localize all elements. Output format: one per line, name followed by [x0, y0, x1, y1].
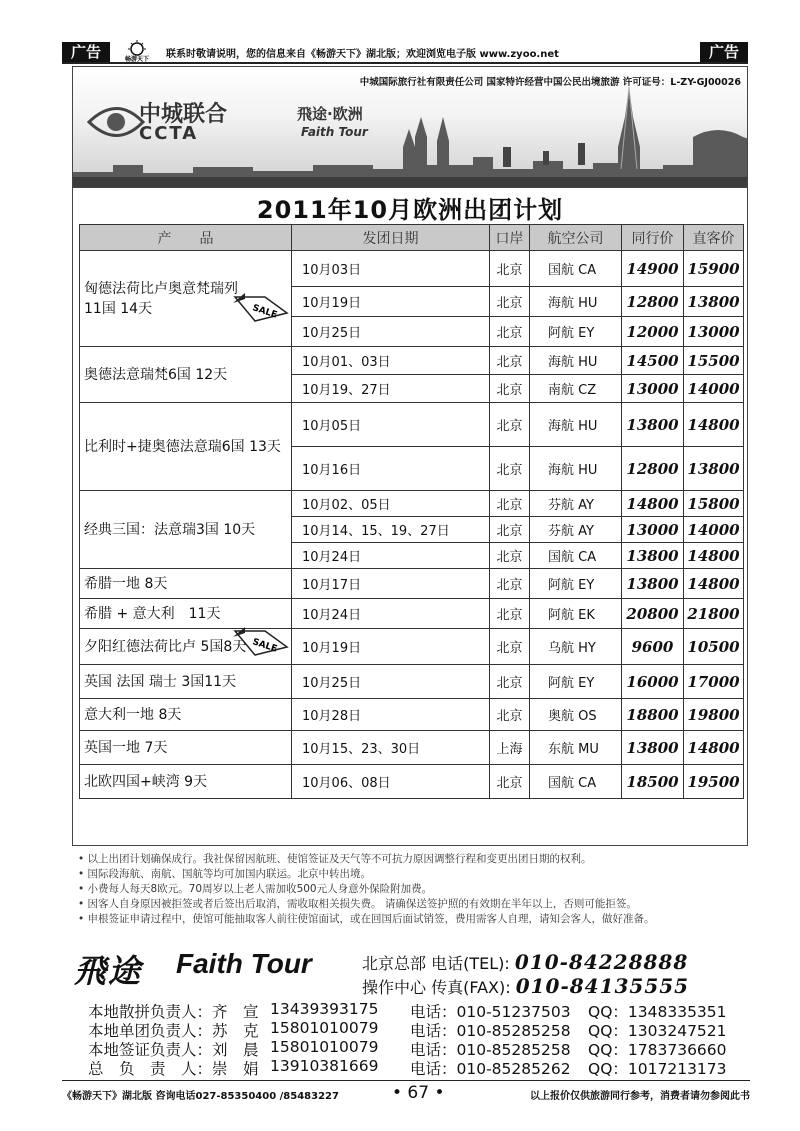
retail-price-cell: 19500 — [684, 765, 744, 799]
header-date: 发团日期 — [292, 225, 490, 251]
port-cell: 北京 — [490, 543, 530, 569]
retail-price-cell: 13000 — [684, 317, 744, 347]
date-cell: 10月01、03日 — [292, 347, 490, 375]
airline-cell: 国航 CA — [530, 765, 622, 799]
port-cell: 北京 — [490, 765, 530, 799]
header-port: 口岸 — [490, 225, 530, 251]
airline-cell: 海航 HU — [530, 347, 622, 375]
airline-cell: 乌航 HY — [530, 629, 622, 665]
table-row — [80, 569, 744, 599]
product-cell: 奥德法意瑞梵6国 12天 — [80, 347, 292, 403]
date-cell: 10月03日 — [292, 251, 490, 287]
ad-label-right: 广告 — [700, 42, 748, 62]
header-product: 产 品 — [80, 225, 292, 251]
schedule-panel — [72, 188, 748, 846]
airline-cell: 奥航 OS — [530, 699, 622, 731]
table-row — [80, 251, 744, 287]
retail-price-cell: 14800 — [684, 569, 744, 599]
port-cell: 北京 — [490, 375, 530, 403]
staff-role: 总 负 责 人：崇 娟 — [88, 1060, 259, 1078]
schedule-table — [79, 224, 744, 799]
port-cell: 北京 — [490, 517, 530, 543]
table-header-row — [80, 225, 744, 251]
port-cell: 北京 — [490, 317, 530, 347]
port-cell: 北京 — [490, 447, 530, 491]
staff-mobile: 15801010079 — [270, 1019, 379, 1037]
staff-qq: QQ：1017213173 — [588, 1060, 727, 1078]
airline-cell: 国航 CA — [530, 251, 622, 287]
staff-mobile: 15801010079 — [270, 1038, 379, 1056]
port-cell: 北京 — [490, 491, 530, 517]
date-cell: 10月24日 — [292, 543, 490, 569]
trade-price-cell: 12800 — [622, 447, 684, 491]
product-cell: 匈德法荷比卢奥意梵瑞列 11国 14天 — [80, 251, 292, 347]
ops-fax — [362, 974, 689, 998]
airline-cell: 芬航 AY — [530, 517, 622, 543]
date-cell: 10月25日 — [292, 317, 490, 347]
product-cell: 希腊一地 8天 — [80, 569, 292, 599]
trade-price-cell: 9600 — [622, 629, 684, 665]
note-line: • 因客人自身原因被拒签或者后签出后取消，需收取相关损失费。 请确保送签护照的有效期在半年以上，否则可能拒签。 — [78, 898, 637, 910]
airline-cell: 阿航 EK — [530, 599, 622, 629]
retail-price-cell: 19800 — [684, 699, 744, 731]
retail-price-cell: 13800 — [684, 447, 744, 491]
retail-price-cell: 15900 — [684, 251, 744, 287]
retail-price-cell: 14800 — [684, 731, 744, 765]
trade-price-cell: 16000 — [622, 665, 684, 699]
logo-english: CCTA — [139, 123, 199, 144]
retail-price-cell: 13800 — [684, 287, 744, 317]
logo-chinese: 中城联合 — [139, 102, 228, 127]
date-cell: 10月16日 — [292, 447, 490, 491]
trade-price-cell: 12800 — [622, 287, 684, 317]
hq-label: 北京总部 电话(TEL): — [362, 954, 510, 973]
table-row — [80, 491, 744, 517]
ops-fax-number: 010-84135555 — [515, 974, 690, 998]
date-cell: 10月19日 — [292, 287, 490, 317]
airline-cell: 海航 HU — [530, 287, 622, 317]
product-cell: 经典三国：法意瑞3国 10天 — [80, 491, 292, 569]
mascot-logo-icon — [118, 40, 156, 62]
ops-label: 操作中心 传真(FAX): — [362, 978, 511, 997]
trade-price-cell: 13800 — [622, 543, 684, 569]
header-trade-price: 同行价 — [622, 225, 684, 251]
trade-price-cell: 12000 — [622, 317, 684, 347]
date-cell: 10月15、23、30日 — [292, 731, 490, 765]
banner — [72, 66, 748, 188]
port-cell: 北京 — [490, 287, 530, 317]
date-cell: 10月25日 — [292, 665, 490, 699]
mascot-text: 畅游天下 — [124, 56, 150, 62]
trade-price-cell: 13800 — [622, 403, 684, 447]
port-cell: 上海 — [490, 731, 530, 765]
trade-price-cell: 13800 — [622, 731, 684, 765]
staff-tel: 电话：010-85285258 — [410, 1022, 571, 1040]
product-cell: 英国 法国 瑞士 3国11天 — [80, 665, 292, 699]
airline-cell: 国航 CA — [530, 543, 622, 569]
port-cell: 北京 — [490, 251, 530, 287]
table-body — [80, 251, 744, 799]
retail-price-cell: 14800 — [684, 543, 744, 569]
airline-cell: 海航 HU — [530, 447, 622, 491]
date-cell: 10月05日 — [292, 403, 490, 447]
product-cell: 比利时+捷奥德法意瑞6国 13天 — [80, 403, 292, 491]
trade-price-cell: 18800 — [622, 699, 684, 731]
brand-english: Faith Tour — [176, 948, 312, 979]
port-cell: 北京 — [490, 347, 530, 375]
note-line: • 以上出团计划确保成行。我社保留因航班、使馆签证及天气等不可抗力原因调整行程和变更出团日期的权利。 — [78, 853, 592, 865]
port-cell: 北京 — [490, 403, 530, 447]
airline-cell: 南航 CZ — [530, 375, 622, 403]
contact-section — [72, 942, 748, 1078]
table-row — [80, 665, 744, 699]
note-line: • 小费每人每天8欧元。70周岁以上老人需加收500元人身意外保险附加费。 — [78, 883, 433, 895]
footer-right: 以上报价仅供旅游同行参考，消费者请勿参阅此书 — [530, 1091, 750, 1102]
date-cell: 10月19、27日 — [292, 375, 490, 403]
port-cell: 北京 — [490, 629, 530, 665]
hq-phone — [362, 950, 688, 974]
hq-tel: 010-84228888 — [514, 950, 689, 974]
trade-price-cell: 20800 — [622, 599, 684, 629]
port-cell: 北京 — [490, 665, 530, 699]
staff-qq: QQ：1783736660 — [588, 1041, 727, 1059]
retail-price-cell: 15500 — [684, 347, 744, 375]
staff-role: 本地散拼负责人：齐 宣 — [88, 1003, 259, 1021]
airline-cell: 海航 HU — [530, 403, 622, 447]
date-cell: 10月28日 — [292, 699, 490, 731]
airline-cell: 阿航 EY — [530, 665, 622, 699]
airline-cell: 芬航 AY — [530, 491, 622, 517]
staff-tel: 电话：010-51237503 — [410, 1003, 571, 1021]
retail-price-cell: 17000 — [684, 665, 744, 699]
ad-label-left: 广告 — [62, 42, 110, 62]
port-cell: 北京 — [490, 699, 530, 731]
trade-price-cell: 14500 — [622, 347, 684, 375]
page-number: • 67 • — [392, 1083, 445, 1103]
license-text: 中城国际旅行社有限责任公司 国家特许经营中国公民出境旅游 许可证号：L-ZY-GJ00026 — [359, 77, 741, 88]
date-cell: 10月24日 — [292, 599, 490, 629]
staff-qq: QQ：1348335351 — [588, 1003, 727, 1021]
table-row — [80, 699, 744, 731]
table-row — [80, 347, 744, 375]
table-row — [80, 629, 744, 665]
airline-cell: 阿航 EY — [530, 317, 622, 347]
sale-label: SALE — [250, 302, 278, 321]
date-cell: 10月06、08日 — [292, 765, 490, 799]
retail-price-cell: 14000 — [684, 517, 744, 543]
date-cell: 10月02、05日 — [292, 491, 490, 517]
footer — [62, 1080, 750, 1106]
footer-left: 《畅游天下》湖北版 咨询电话027-85350400 /85483227 — [62, 1091, 339, 1102]
product-cell: 夕阳红德法荷比卢 5国8天 — [80, 629, 292, 665]
trade-price-cell: 13000 — [622, 375, 684, 403]
top-note: 联系时敬请说明，您的信息来自《畅游天下》湖北版；欢迎浏览电子版 www.zyoo.net — [166, 49, 559, 60]
retail-price-cell: 14800 — [684, 403, 744, 447]
table-row — [80, 765, 744, 799]
staff-tel: 电话：010-85285262 — [410, 1060, 571, 1078]
sale-label: SALE — [250, 636, 278, 655]
table-row — [80, 403, 744, 447]
note-line: • 国际段海航、南航、国航等均可加国内联运。北京中转出境。 — [78, 868, 372, 880]
note-line: • 申根签证申请过程中，使馆可能抽取客人前往使馆面试，或在回国后面试销签，费用需客人自理，请知会客人，做好准备。 — [78, 913, 655, 925]
retail-price-cell: 14000 — [684, 375, 744, 403]
faith-tour-logo-chinese: 飛途·欧洲 — [297, 105, 363, 123]
notes — [78, 852, 750, 927]
retail-price-cell: 10500 — [684, 629, 744, 665]
retail-price-cell: 15800 — [684, 491, 744, 517]
airline-cell: 东航 MU — [530, 731, 622, 765]
sale-badge-icon — [231, 625, 291, 659]
staff-mobile: 13910381669 — [270, 1057, 379, 1075]
product-cell: 希腊 + 意大利 11天 — [80, 599, 292, 629]
port-cell: 北京 — [490, 599, 530, 629]
trade-price-cell: 14800 — [622, 491, 684, 517]
date-cell: 10月17日 — [292, 569, 490, 599]
table-row — [80, 599, 744, 629]
staff-tel: 电话：010-85285258 — [410, 1041, 571, 1059]
date-cell: 10月14、15、19、27日 — [292, 517, 490, 543]
staff-mobile: 13439393175 — [270, 1000, 379, 1018]
header-airline: 航空公司 — [530, 225, 622, 251]
sale-badge-icon — [231, 291, 291, 325]
brand-chinese: 飛途 — [74, 952, 143, 990]
trade-price-cell: 14900 — [622, 251, 684, 287]
trade-price-cell: 13800 — [622, 569, 684, 599]
trade-price-cell: 13000 — [622, 517, 684, 543]
product-cell: 英国一地 7天 — [80, 731, 292, 765]
retail-price-cell: 21800 — [684, 599, 744, 629]
staff-role: 本地单团负责人：苏 克 — [88, 1022, 259, 1040]
page-title: 2011年10月欧洲出团计划 — [256, 196, 564, 224]
top-bar — [62, 40, 748, 64]
product-cell: 北欧四国+峡湾 9天 — [80, 765, 292, 799]
staff-qq: QQ：1303247521 — [588, 1022, 727, 1040]
trade-price-cell: 18500 — [622, 765, 684, 799]
date-cell: 10月19日 — [292, 629, 490, 665]
port-cell: 北京 — [490, 569, 530, 599]
airline-cell: 阿航 EY — [530, 569, 622, 599]
header-retail-price: 直客价 — [684, 225, 744, 251]
staff-role: 本地签证负责人：刘 晨 — [88, 1041, 259, 1059]
table-row — [80, 731, 744, 765]
product-cell: 意大利一地 8天 — [80, 699, 292, 731]
faith-tour-logo-english: Faith Tour — [301, 125, 368, 139]
